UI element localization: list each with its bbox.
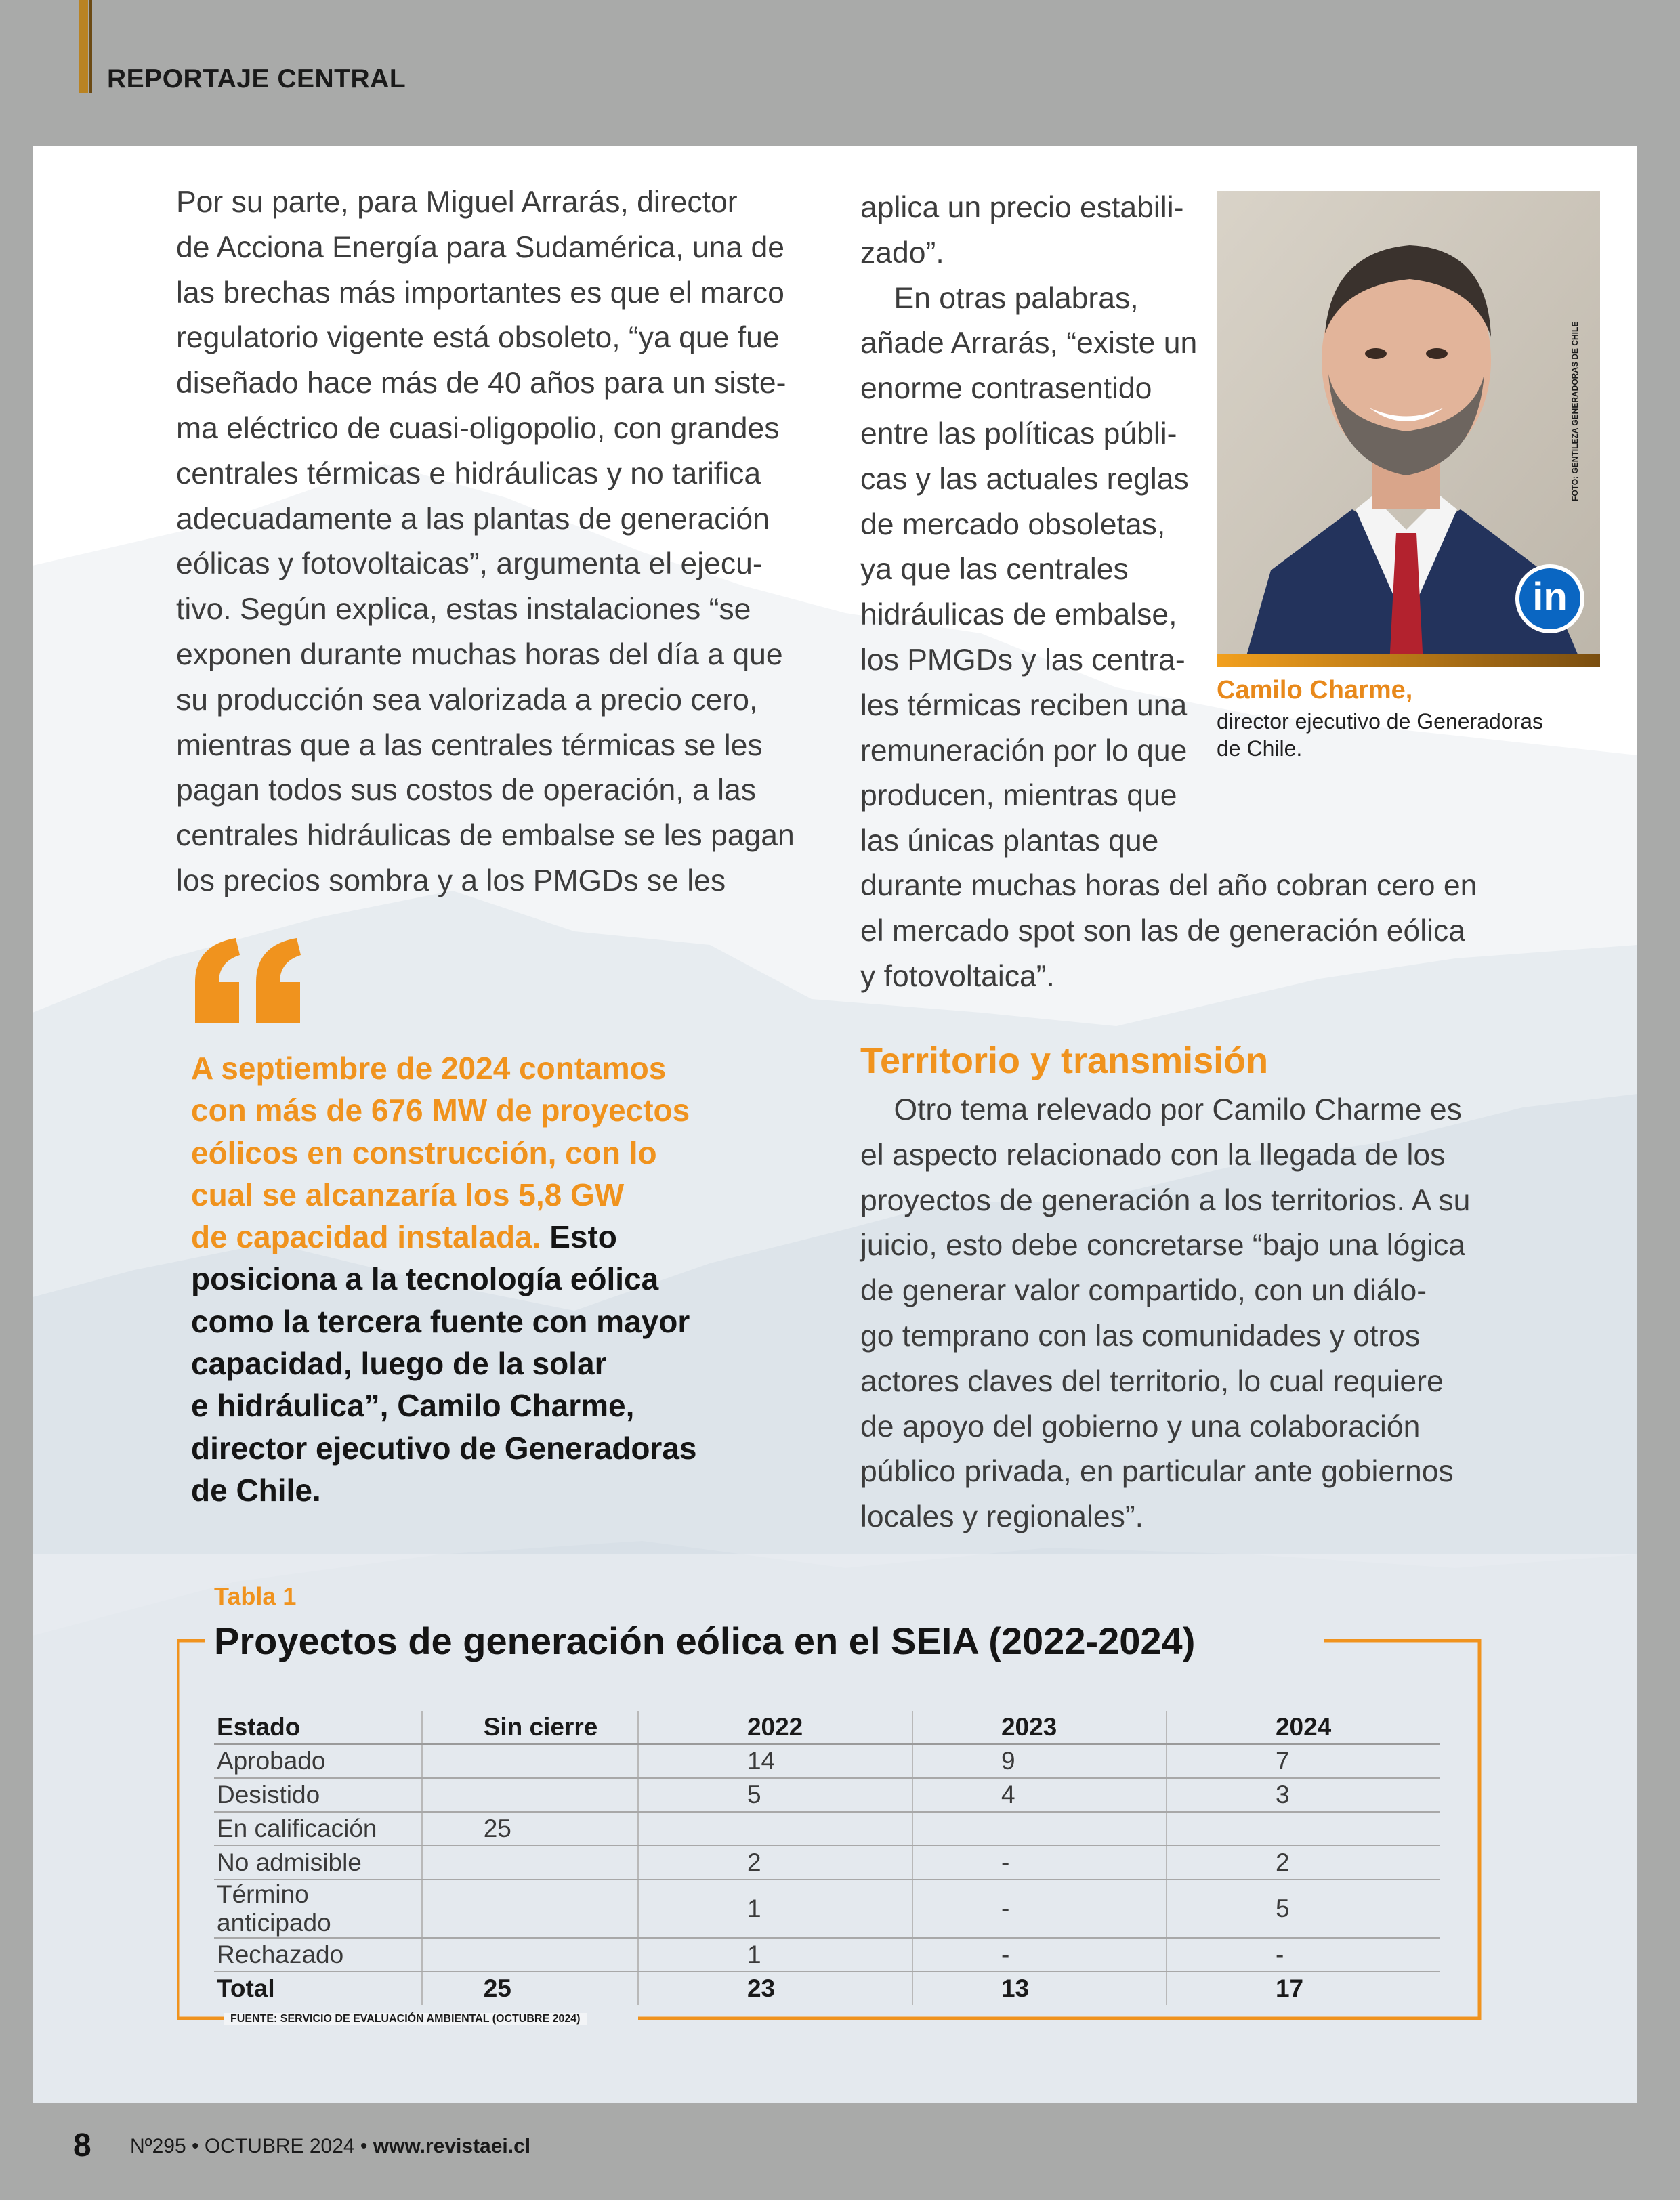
- pull-quote-attribution: Esto posiciona a la tecnología eólica como la tercera fuente con mayor capacidad, luego de la solar e hidráulica”, Camilo Charme, director ejecutivo de Generadoras de Chile.: [191, 1219, 697, 1508]
- header-accent-bar: [79, 0, 88, 93]
- seia-table: [214, 1711, 1440, 2005]
- table-row: [214, 1778, 1440, 1812]
- pull-quote-highlight: A septiembre de 2024 contamos con más de 676 MW de proyectos eólicos en construcción, con lo cual se alcanzaría los 5,8 GW de capacidad instalada.: [191, 1051, 690, 1255]
- cell: 1: [638, 1880, 912, 1938]
- footer-url[interactable]: www.revistaei.cl: [373, 2135, 531, 2157]
- table-row: [214, 1880, 1440, 1938]
- cell: 13: [912, 1972, 1167, 2005]
- footer-issue: Nº295 • OCTUBRE 2024 •: [130, 2135, 373, 2157]
- cell: Aprobado: [214, 1744, 422, 1778]
- cell: No admisible: [214, 1846, 422, 1880]
- cell: En calificación: [214, 1812, 422, 1846]
- quote-mark-icon: [188, 935, 310, 1030]
- cell: 1: [638, 1938, 912, 1972]
- cell: 4: [912, 1778, 1167, 1812]
- cell: Rechazado: [214, 1938, 422, 1972]
- cell: 2: [638, 1846, 912, 1880]
- table-row: [214, 1938, 1440, 1972]
- portrait-photo: [1217, 191, 1600, 665]
- cell: Desistido: [214, 1778, 422, 1812]
- cell: 2: [1167, 1846, 1440, 1880]
- table-source: FUENTE: SERVICIO DE EVALUACIÓN AMBIENTAL (OCTUBRE 2024): [224, 2013, 587, 2025]
- cell: [422, 1744, 638, 1778]
- cell: 5: [638, 1778, 912, 1812]
- header-sin-cierre: Sin cierre: [422, 1711, 638, 1744]
- table-total-row: [214, 1972, 1440, 2005]
- table-label: Tabla 1: [214, 1582, 297, 1610]
- cell: [1167, 1812, 1440, 1846]
- cell: [638, 1812, 912, 1846]
- caption-role: director ejecutivo de Generadoras de Chile.: [1217, 709, 1544, 761]
- table-row: [214, 1744, 1440, 1778]
- cell: 17: [1275, 1974, 1304, 2002]
- linkedin-icon[interactable]: in: [1532, 575, 1568, 619]
- photo-accent-bar: [1217, 654, 1600, 667]
- cell: -: [1167, 1938, 1440, 1972]
- cell: -: [912, 1880, 1167, 1938]
- cell: 9: [912, 1744, 1167, 1778]
- photo-credit: FOTO: GENTILEZA GENERADORAS DE CHILE: [1570, 321, 1580, 501]
- cell: 14: [638, 1744, 912, 1778]
- footer-info: [130, 2135, 530, 2158]
- body-text-territorio: Otro tema relevado por Camilo Charme es el aspecto relacionado con la llegada de los proyectos de generación a los territorios. A su juicio, esto debe concretarse “bajo una lógica de generar valor compartido, con un diálo- go temprano con las comunidades y otros actores claves del territorio, lo cual requiere de apoyo del gobierno y una colaboración público privada, en particular ante gobiernos locales y regionales”.: [860, 1093, 1471, 1534]
- cell: -: [912, 1938, 1167, 1972]
- body-text-middle-column: aplica un precio estabili- zado”. En otras palabras, añade Arrarás, “existe un enorme contrasentido entre las políticas públi- cas y las actuales reglas de mercado obsoletas, ya que las centrales hidráulicas de embalse, los PMGDs y las centra- les térmicas reciben una remuneración por lo que producen, mientras que las únicas plantas que: [860, 191, 1198, 858]
- header-estado: Estado: [214, 1711, 422, 1744]
- cell: Total: [214, 1972, 422, 2005]
- body-text-continuation: durante muchas horas del año cobran cero en el mercado spot son las de generación eólica y fotovoltaica”.: [860, 869, 1477, 993]
- body-text-left-column: Por su parte, para Miguel Arrarás, director de Acciona Energía para Sudamérica, una de las brechas más importantes es que el marco regulatorio vigente está obsoleto, “ya que fue diseñado hace más de 40 años para un siste- ma eléctrico de cuasi-oligopolio, con grandes centrales térmicas e hidráulicas y no tarifica adecuadamente a las plantas de generación eólicas y fotovoltaicas”, argumenta el ejecu- tivo. Según explica, estas instalaciones “se exponen durante muchas horas del día a que su producción sea valorizada a precio cero, mientras que a las centrales térmicas se les pagan todos sus costos de operación, a las centrales hidráulicas de embalse se les pagan los precios sombra y a los PMGDs se les: [176, 186, 795, 897]
- table-title: Proyectos de generación eólica en el SEIA (2022-2024): [214, 1620, 1196, 1662]
- header-accent-bar-dark: [89, 0, 92, 93]
- caption-name: Camilo Charme,: [1217, 676, 1413, 704]
- cell: 5: [1167, 1880, 1440, 1938]
- page-number: 8: [73, 2128, 91, 2163]
- cell: [912, 1812, 1167, 1846]
- header-2022: 2022: [638, 1711, 912, 1744]
- table-header-row: [214, 1711, 1440, 1744]
- table-row: [214, 1846, 1440, 1880]
- cell: -: [912, 1846, 1167, 1880]
- subheading-territorio: Territorio y transmisión: [860, 1040, 1269, 1081]
- header-2023: 2023: [912, 1711, 1167, 1744]
- cell: [422, 1778, 638, 1812]
- cell: Término anticipado: [214, 1880, 422, 1938]
- table-row: [214, 1812, 1440, 1846]
- pull-quote: [191, 1047, 697, 1511]
- cell: [422, 1880, 638, 1938]
- section-label: REPORTAJE CENTRAL: [107, 64, 406, 93]
- cell: [422, 1846, 638, 1880]
- cell: 7: [1167, 1744, 1440, 1778]
- header-2024: 2024: [1167, 1711, 1440, 1744]
- cell: 25: [422, 1812, 638, 1846]
- cell: 25: [422, 1972, 638, 2005]
- cell: 23: [638, 1972, 912, 2005]
- cell: 3: [1167, 1778, 1440, 1812]
- cell: [422, 1938, 638, 1972]
